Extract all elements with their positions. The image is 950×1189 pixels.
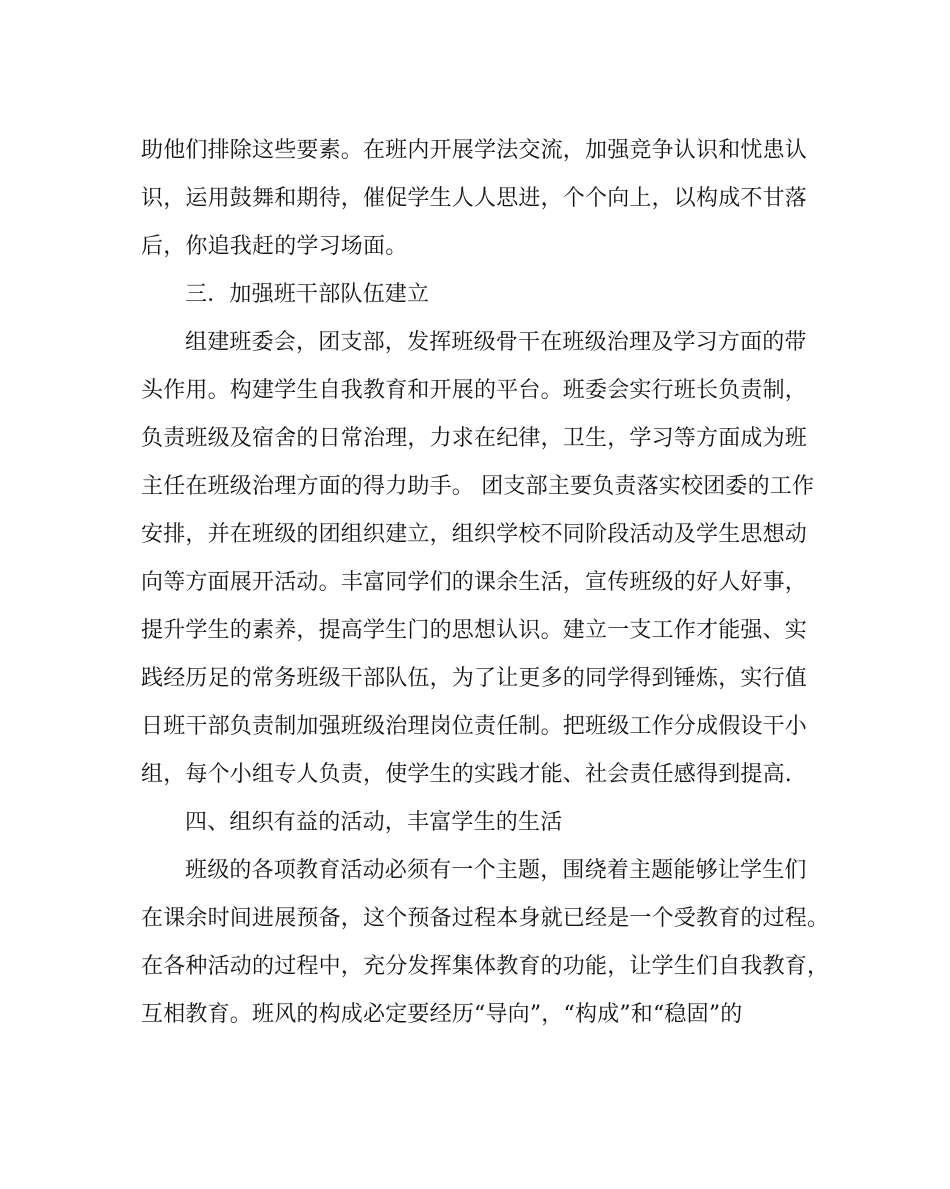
text-line: 践经历足的常务班级干部队伍，为了让更多的同学得到锤炼，实行值 xyxy=(141,666,808,691)
text-line: 头作用。构建学生自我教育和开展的平台。班委会实行班长负责制， xyxy=(141,378,808,403)
section-heading: 四、组织有益的活动，丰富学生的生活 xyxy=(185,810,563,835)
text-line: 在课余时间进展预备，这个预备过程本身就已经是一个受教育的过程。 xyxy=(141,906,830,931)
text-line: 安排，并在班级的团组织建立，组织学校不同阶段活动及学生思想动 xyxy=(141,522,808,547)
text-line: 后，你追我赶的学习场面。 xyxy=(141,234,408,259)
document-body xyxy=(141,127,830,1039)
text-line: 组建班委会，团支部，发挥班级骨干在班级治理及学习方面的带 xyxy=(185,330,807,355)
text-line: 组，每个小组专人负责，使学生的实践才能、社会责任感得到提高. xyxy=(141,762,792,787)
text-line: 负责班级及宿舍的日常治理，力求在纪律，卫生，学习等方面成为班 xyxy=(141,426,808,451)
text-line: 互相教育。班风的构成必定要经历“导向”，“构成”和“稳固”的 xyxy=(141,1002,743,1027)
text-line: 提升学生的素养，提高学生门的思想认识。建立一支工作才能强、实 xyxy=(141,618,808,643)
text-line: 识，运用鼓舞和期待，催促学生人人思进，个个向上，以构成不甘落 xyxy=(141,186,808,211)
text-line: 日班干部负责制加强班级治理岗位责任制。把班级工作分成假设干小 xyxy=(141,714,808,739)
text-line: 助他们排除这些要素。在班内开展学法交流，加强竞争认识和忧患认 xyxy=(141,138,808,163)
section-heading: 三．加强班干部队伍建立 xyxy=(185,282,430,307)
text-line: 在各种活动的过程中，充分发挥集体教育的功能，让学生们自我教育， xyxy=(141,954,830,979)
text-line: 主任在班级治理方面的得力助手。 团支部主要负责落实校团委的工作 xyxy=(141,474,815,499)
text-line: 向等方面展开活动。丰富同学们的课余生活，宣传班级的好人好事， xyxy=(141,570,808,595)
text-line: 班级的各项教育活动必须有一个主题，围绕着主题能够让学生们 xyxy=(185,858,807,883)
